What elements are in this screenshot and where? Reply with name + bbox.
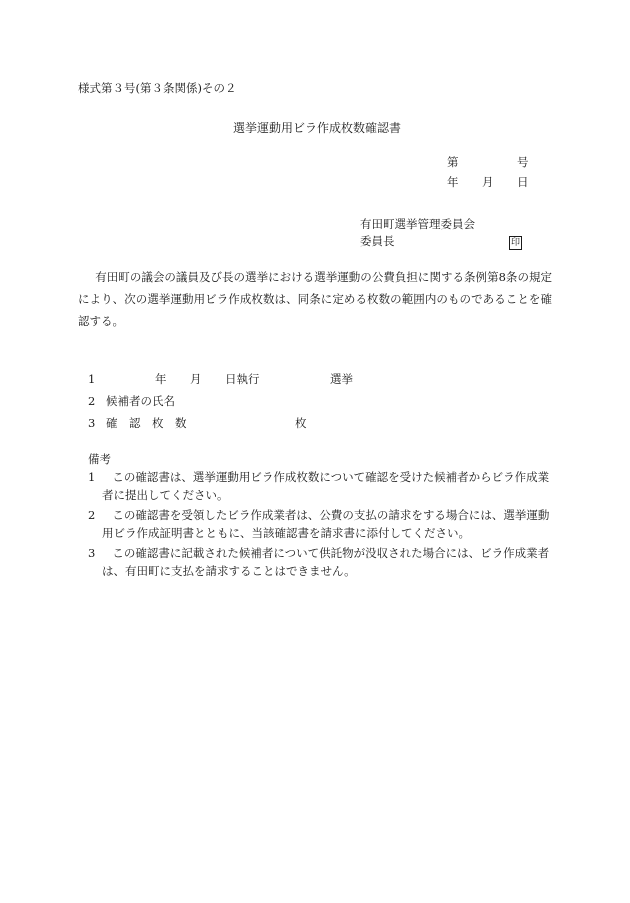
body-paragraph: 有田町の議会の議員及び長の選挙における選挙運動の公費負担に関する条例第8条の規定により、次の選挙運動用ビラ作成枚数は、同条に定める枚数の範囲内のものであることを確認する。 bbox=[78, 270, 552, 328]
item-1-day: 日執行 bbox=[225, 372, 260, 386]
date-day: 日 bbox=[517, 175, 529, 189]
note-item-3 bbox=[88, 544, 552, 580]
note-3-number: 3 bbox=[88, 546, 96, 560]
note-1-text: この確認書は、選挙運動用ビラ作成枚数について確認を受けた候補者からビラ作成業者に提出してください。 bbox=[102, 470, 550, 502]
seal-mark bbox=[509, 235, 522, 250]
item-3-unit: 枚 bbox=[295, 416, 307, 430]
item-1-number: 1 bbox=[88, 372, 96, 386]
item-3-label: 確 認 枚 数 bbox=[106, 416, 187, 430]
issuer-organization: 有田町選挙管理委員会 bbox=[360, 217, 475, 231]
item-1-month: 月 bbox=[190, 372, 202, 386]
note-2-number: 2 bbox=[88, 508, 96, 522]
item-2-number: 2 bbox=[88, 394, 96, 408]
reference-dai: 第 bbox=[447, 155, 459, 169]
item-3-number: 3 bbox=[88, 416, 96, 430]
seal-icon: 印 bbox=[510, 238, 520, 248]
note-item-1 bbox=[88, 468, 552, 504]
date-month: 月 bbox=[482, 175, 494, 189]
item-1-year: 年 bbox=[155, 372, 167, 386]
item-2-label: 候補者の氏名 bbox=[106, 394, 175, 408]
note-item-2 bbox=[88, 506, 552, 542]
date-year: 年 bbox=[447, 175, 459, 189]
issuer-position: 委員長 bbox=[360, 234, 395, 248]
note-3-text: この確認書に記載された候補者について供託物が没収された場合には、ビラ作成業者は、有田町に支払を請求することはできません。 bbox=[102, 546, 550, 578]
document-title: 選挙運動用ビラ作成枚数確認書 bbox=[233, 121, 402, 135]
form-label: 様式第３号(第３条関係)その２ bbox=[78, 81, 237, 95]
note-1-number: 1 bbox=[88, 470, 96, 484]
reference-go: 号 bbox=[517, 155, 529, 169]
notes-heading: 備考 bbox=[88, 452, 111, 466]
item-1-election: 選挙 bbox=[330, 372, 353, 386]
note-2-text: この確認書を受領したビラ作成業者は、公費の支払の請求をする場合には、選挙運動用ビラ作成証明書とともに、当該確認書を請求書に添付してください。 bbox=[102, 508, 550, 540]
